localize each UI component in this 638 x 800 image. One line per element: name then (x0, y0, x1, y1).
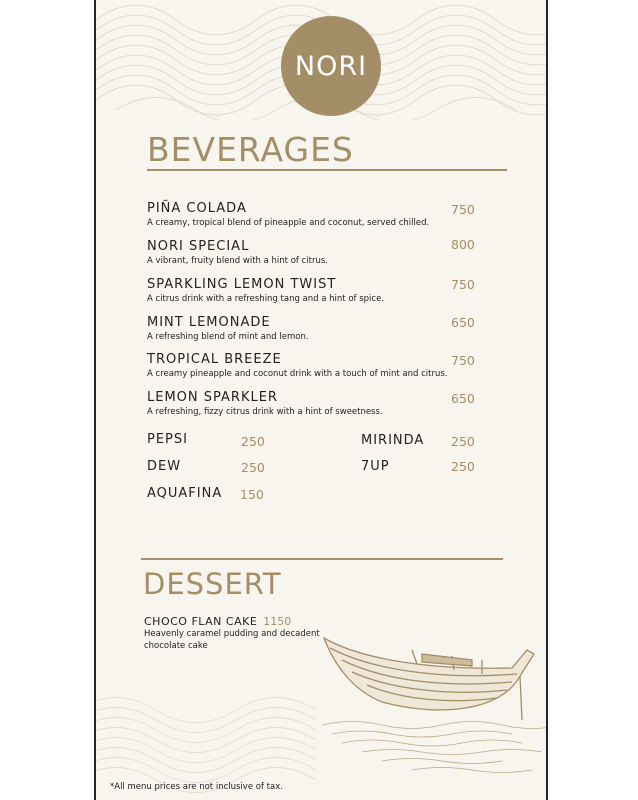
soft-drink-price: 250 (241, 460, 265, 475)
item-price: 650 (451, 391, 475, 406)
item-price: 750 (451, 277, 475, 292)
menu-item-sparkling-lemon-twist (147, 277, 487, 305)
soft-drink-price: 250 (451, 434, 475, 449)
item-description: A refreshing, fizzy citrus drink with a hint of sweetness. (147, 407, 383, 417)
menu-item-nori-special (147, 239, 487, 267)
dessert-title: DESSERT (143, 567, 282, 601)
menu-item-mint-lemonade (147, 315, 487, 343)
item-description: A creamy, tropical blend of pineapple and coconut, served chilled. (147, 218, 430, 228)
item-description: A vibrant, fruity blend with a hint of citrus. (147, 256, 328, 266)
item-price: 650 (451, 315, 475, 330)
item-name: MINT LEMONADE (147, 315, 271, 330)
logo-text: NORI (294, 50, 368, 82)
dessert-item-price: 1150 (263, 615, 292, 628)
item-name: PIÑA COLADA (147, 201, 247, 216)
beverages-divider (147, 169, 507, 171)
soft-drink-name: PEPSI (147, 432, 188, 447)
dessert-divider (141, 558, 503, 560)
item-description: A creamy pineapple and coconut drink with a touch of mint and citrus. (147, 369, 448, 379)
menu-item-tropical-breeze (147, 352, 487, 380)
tax-footnote: *All menu prices are not inclusive of tax. (110, 782, 283, 792)
item-price: 750 (451, 202, 475, 217)
item-name: LEMON SPARKLER (147, 390, 278, 405)
dessert-item (144, 615, 291, 628)
soft-drink-price: 250 (241, 434, 265, 449)
soft-drink-name: MIRINDA (361, 433, 425, 448)
boat-illustration-icon (322, 630, 546, 780)
item-price: 750 (451, 353, 475, 368)
soft-drink-name: AQUAFINA (147, 486, 223, 501)
menu-page (94, 0, 548, 800)
item-description: A citrus drink with a refreshing tang and a hint of spice. (147, 294, 385, 304)
soft-drink-name: 7UP (361, 459, 390, 474)
menu-item-pina-colada (147, 201, 487, 229)
item-name: TROPICAL BREEZE (147, 352, 282, 367)
dessert-item-name: CHOCO FLAN CAKE (144, 615, 258, 628)
soft-drink-name: DEW (147, 459, 182, 474)
beverages-title: BEVERAGES (147, 130, 354, 169)
soft-drink-price: 250 (451, 459, 475, 474)
item-name: SPARKLING LEMON TWIST (147, 277, 337, 292)
soft-drink-price: 150 (240, 487, 264, 502)
nori-logo-icon (281, 16, 381, 116)
item-name: NORI SPECIAL (147, 239, 250, 254)
item-description: A refreshing blend of mint and lemon. (147, 332, 309, 342)
menu-item-lemon-sparkler (147, 390, 487, 418)
dessert-item-description: Heavenly caramel pudding and decadent chocolate cake (144, 629, 320, 651)
item-price: 800 (451, 237, 475, 252)
